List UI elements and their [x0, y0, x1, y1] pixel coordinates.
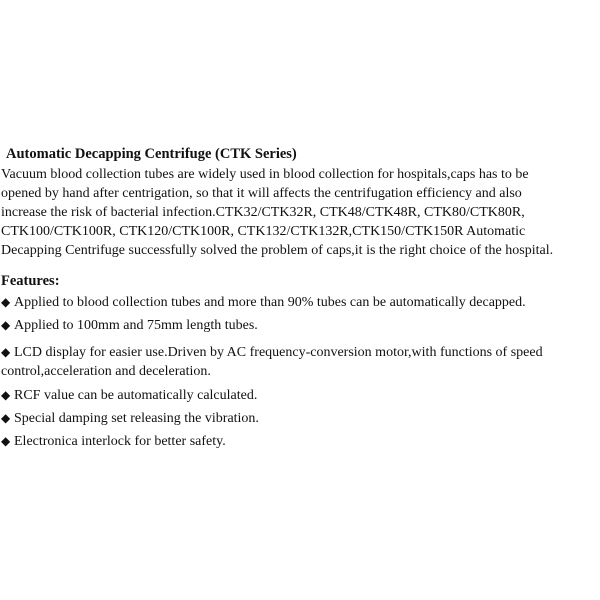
intro-paragraph: [1, 165, 597, 260]
feature-item: [1, 316, 597, 335]
document-title: Automatic Decapping Centrifuge (CTK Series): [6, 146, 297, 162]
feature-item: [1, 432, 597, 451]
diamond-bullet-icon: ◆: [1, 411, 11, 425]
intro-line: CTK100/CTK100R, CTK120/CTK100R, CTK132/CTK132R,CTK150/CTK150R Automatic: [1, 224, 526, 239]
feature-line: [1, 386, 597, 405]
feature-text: LCD display for easier use.Driven by AC frequency-conversion motor,with functions of speed: [14, 345, 543, 360]
feature-item: [1, 386, 597, 405]
features-heading: Features:: [1, 273, 60, 289]
feature-item: [1, 343, 597, 381]
diamond-bullet-icon: ◆: [1, 434, 11, 448]
feature-line: [1, 343, 597, 362]
feature-item: [1, 409, 597, 428]
feature-text: Applied to blood collection tubes and more than 90% tubes can be automatically decapped.: [14, 295, 526, 310]
feature-line: [1, 316, 597, 335]
feature-line: [1, 432, 597, 451]
diamond-bullet-icon: ◆: [1, 318, 11, 332]
feature-line: [1, 409, 597, 428]
intro-line: Vacuum blood collection tubes are widely used in blood collection for hospitals,caps has to be: [1, 167, 529, 182]
feature-text: RCF value can be automatically calculated.: [14, 388, 258, 403]
intro-line: Decapping Centrifuge successfully solved the problem of caps,it is the right choice of the hospital.: [1, 243, 554, 258]
intro-line: increase the risk of bacterial infection.CTK32/CTK32R, CTK48/CTK48R, CTK80/CTK80R,: [1, 205, 525, 220]
diamond-bullet-icon: ◆: [1, 388, 11, 402]
diamond-bullet-icon: ◆: [1, 295, 11, 309]
feature-text: Electronica interlock for better safety.: [14, 434, 226, 449]
feature-text: Special damping set releasing the vibration.: [14, 411, 259, 426]
diamond-bullet-icon: ◆: [1, 345, 11, 359]
feature-line: [1, 293, 597, 312]
intro-line: opened by hand after centrigation, so that it will affects the centrifugation efficiency and also: [1, 186, 522, 201]
feature-item: [1, 293, 597, 312]
feature-line-continued: control,acceleration and deceleration.: [1, 364, 211, 379]
feature-text: Applied to 100mm and 75mm length tubes.: [14, 318, 258, 333]
